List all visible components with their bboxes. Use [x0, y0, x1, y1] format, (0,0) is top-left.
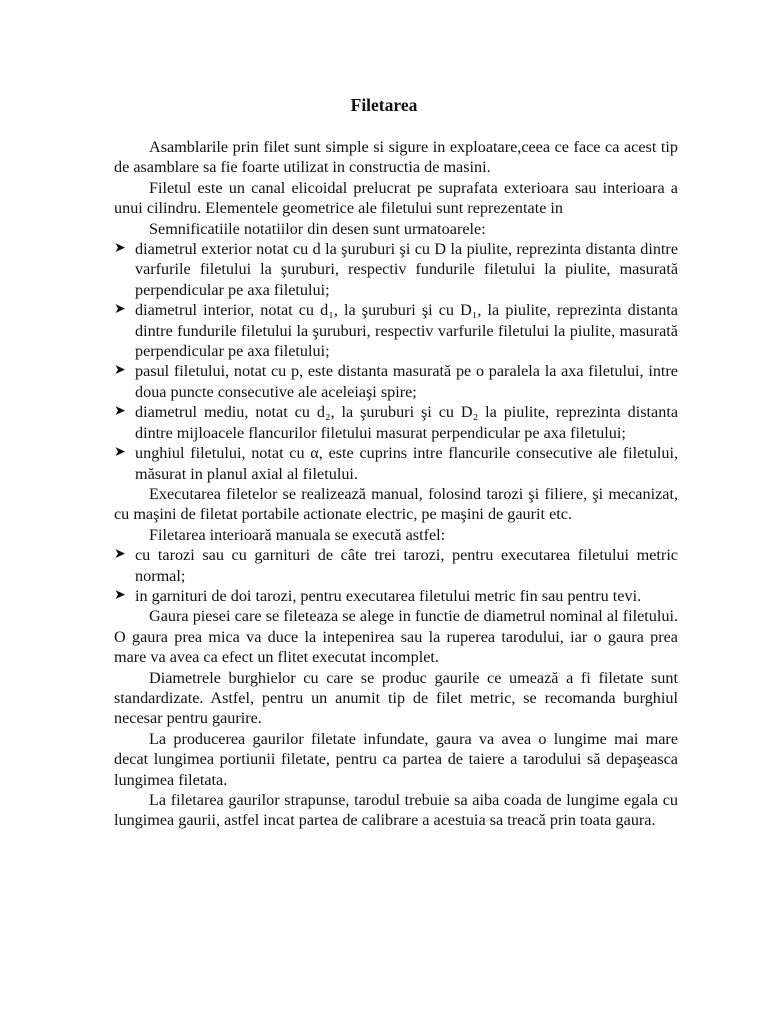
paragraph: Gaura piesei care se fileteaza se alege in functie de diametrul nominal al filetului. O gaura prea mica va duce la intepenirea sau la ruperea tarodului, iar o gaura prea mare va avea ca efect un flitet executat incomplet. [114, 607, 678, 667]
paragraph: Diametrele burghielor cu care se produc gaurile ce umează a fi filetate sunt standardizate. Astfel, pentru un anumit tip de filet metric, se recomanda burghiul necesar pentru gaurire. [114, 668, 678, 728]
paragraph: Semnificatiile notatiilor din desen sunt urmatoarele: [149, 219, 486, 238]
list-item-text: cu tarozi sau cu garnituri de câte trei tarozi, pentru executarea filetului metric normal; [135, 546, 678, 585]
paragraph: La producerea gaurilor filetate infundate, gaura va avea o lungime mai mare decat lungimea portiunii filetate, pentru ca partea de taiere a tarodului să depaşeasca lungimea filetata. [114, 729, 678, 789]
arrowhead-bullet-icon: ➤ [114, 302, 126, 318]
arrowhead-bullet-icon: ➤ [114, 363, 126, 379]
arrowhead-bullet-icon: ➤ [114, 404, 126, 420]
paragraph: Filetarea interioară manuala se execută astfel: [149, 525, 446, 544]
paragraph: Asamblarile prin filet sunt simple si sigure in exploatare,ceea ce face ca acest tip de asamblare sa fie foarte utilizat in constructia de masini. [114, 138, 678, 177]
document-body [114, 137, 678, 831]
list-item [114, 239, 678, 300]
arrowhead-bullet-icon: ➤ [114, 445, 126, 461]
bullet-list-manual-threading [114, 545, 678, 606]
list-item-text: unghiul filetului, notat cu α, este cuprins intre flancurile consecutive ale filetului, măsurat in planul axial al filetului. [135, 444, 678, 483]
list-item-text: diametrul exterior notat cu d la şuruburi şi cu D la piulite, reprezinta distanta dintre varfurile filetului la şuruburi, respectiv fundurile filetului la piulite, masurată perpendicular pe axa filetului; [135, 240, 678, 299]
bullet-list-notations [114, 239, 678, 484]
list-item [114, 402, 678, 443]
arrowhead-bullet-icon: ➤ [114, 587, 126, 603]
list-item [114, 443, 678, 484]
document-title: Filetarea [350, 95, 418, 115]
list-item [114, 586, 678, 606]
list-item [114, 361, 678, 402]
paragraph: La filetarea gaurilor strapunse, tarodul trebuie sa aiba coada de lungime egala cu lungimea gaurii, astfel incat partea de calibrare a acestuia sa treacă prin toata gaura. [114, 791, 678, 830]
list-item-text: pasul filetului, notat cu p, este distanta masurată pe o paralela la axa filetului, intre doua puncte consecutive ale aceleiaşi spire; [135, 362, 678, 401]
paragraph: Executarea filetelor se realizează manual, folosind tarozi şi filiere, şi mecanizat, cu maşini de filetat portabile actionate electric, pe maşini de gaurit etc. [114, 484, 678, 524]
arrowhead-bullet-icon: ➤ [114, 241, 126, 257]
list-item [114, 545, 678, 586]
list-item-text: diametrul mediu, notat cu d₂, la şuruburi şi cu D₂ la piulite, reprezinta distanta dintre mijloacele flancurilor filetului masurat perpendicular pe axa filetului; [135, 403, 678, 442]
list-item-text: diametrul interior, notat cu d₁, la şuruburi şi cu D₁, la piulite, reprezinta distanta dintre fundurile filetului la şuruburi, respectiv varfurile filetului la piulite, masurată perpendicular pe axa filetului; [135, 301, 678, 361]
arrowhead-bullet-icon: ➤ [114, 547, 126, 563]
paragraph: Filetul este un canal elicoidal prelucrat pe suprafata exterioara sau interioara a unui cilindru. Elementele geometrice ale filetului sunt reprezentate in [114, 178, 678, 218]
list-item [114, 300, 678, 361]
list-item-text: in garnituri de doi tarozi, pentru executarea filetului metric fin sau pentru tevi. [135, 586, 642, 605]
